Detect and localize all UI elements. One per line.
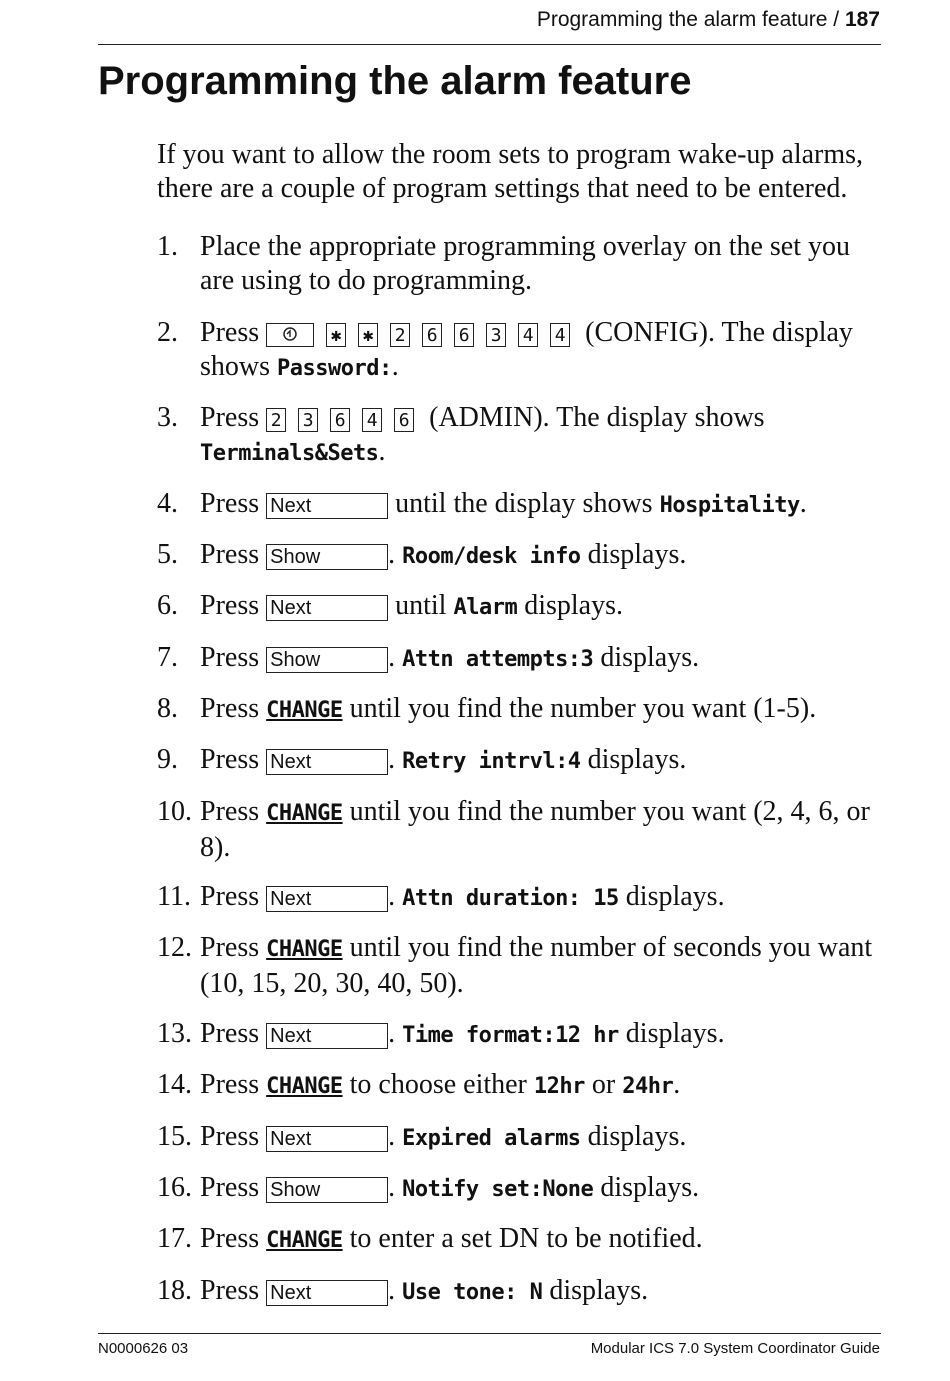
press-word: Press	[200, 796, 260, 827]
step-number: 12.	[157, 932, 192, 963]
step-8	[157, 692, 887, 728]
step-number: 7.	[157, 642, 178, 673]
step-1	[157, 230, 887, 298]
step-text: to choose either	[342, 1069, 534, 1100]
step-14	[157, 1068, 887, 1104]
press-word: Press	[200, 488, 260, 519]
press-word: Press	[200, 932, 260, 963]
step-9	[157, 743, 887, 779]
step-16	[157, 1171, 887, 1207]
step-text-end: displays.	[593, 1172, 700, 1203]
step-text-end: displays.	[593, 642, 700, 673]
step-number: 16.	[157, 1172, 192, 1203]
show-button: Show	[266, 647, 388, 673]
show-button: Show	[266, 544, 388, 570]
star-key: ✱	[326, 323, 346, 347]
display-text: Alarm	[453, 595, 518, 620]
step-6	[157, 589, 887, 625]
press-word: Press	[200, 1275, 260, 1306]
step-11	[157, 880, 887, 916]
next-button: Next	[266, 886, 388, 912]
dial-key: 4	[362, 408, 382, 432]
step-text: (ADMIN). The display shows	[429, 402, 765, 433]
step-18	[157, 1274, 887, 1310]
step-text: to enter a set DN to be notified.	[342, 1223, 703, 1254]
step-text-end: .	[799, 488, 807, 519]
step-number: 8.	[157, 693, 178, 724]
step-number: 2.	[157, 317, 178, 348]
display-text: Time format:12 hr	[402, 1023, 619, 1048]
step-text-end: displays.	[618, 1018, 725, 1049]
step-number: 14.	[157, 1069, 192, 1100]
press-word: Press	[200, 1121, 260, 1152]
display-text: 12hr	[533, 1074, 585, 1099]
change-softkey: CHANGE	[266, 801, 343, 826]
step-text: until you find the number you want (2, 4, 6, or 8).	[200, 796, 870, 863]
step-17	[157, 1222, 887, 1258]
step-text: .	[388, 1018, 403, 1049]
step-3	[157, 401, 887, 471]
step-number: 9.	[157, 744, 178, 775]
step-text: until the display shows	[388, 488, 660, 519]
step-7	[157, 641, 887, 677]
press-word: Press	[200, 590, 260, 621]
display-text: Retry intrvl:4	[402, 749, 581, 774]
press-word: Press	[200, 1069, 260, 1100]
step-number: 10.	[157, 796, 192, 827]
step-text-end: .	[673, 1069, 681, 1100]
step-number: 11.	[157, 881, 191, 912]
page-title: Programming the alarm feature	[98, 59, 692, 103]
step-number: 3.	[157, 402, 178, 433]
dial-key: 6	[454, 323, 474, 347]
step-text: .	[388, 1275, 403, 1306]
step-text-end: .	[378, 436, 386, 467]
step-number: 1.	[157, 231, 178, 262]
display-text: Attn attempts:3	[402, 647, 594, 672]
display-text: Use tone: N	[402, 1280, 543, 1305]
press-word: Press	[200, 1172, 260, 1203]
dial-key: 6	[394, 408, 414, 432]
step-text-end: displays.	[542, 1275, 649, 1306]
step-text: Place the appropriate programming overlay on the set you are using to do programming.	[200, 231, 851, 296]
step-text-end: .	[391, 351, 399, 382]
star-key: ✱	[358, 323, 378, 347]
step-10	[157, 795, 887, 865]
step-text: until	[388, 590, 454, 621]
step-number: 15.	[157, 1121, 192, 1152]
change-softkey: CHANGE	[266, 1228, 343, 1253]
display-text: Attn duration: 15	[402, 886, 619, 911]
running-header	[537, 8, 880, 32]
display-text: Room/desk info	[402, 544, 581, 569]
feature-key-icon	[266, 323, 314, 347]
dial-key: 3	[486, 323, 506, 347]
press-word: Press	[200, 881, 260, 912]
next-button: Next	[266, 493, 388, 519]
step-number: 17.	[157, 1223, 192, 1254]
step-2	[157, 316, 887, 386]
step-text: .	[388, 642, 403, 673]
step-text: .	[388, 881, 403, 912]
change-softkey: CHANGE	[266, 1074, 343, 1099]
footer-rule	[98, 1333, 881, 1334]
step-text-end: displays.	[580, 539, 687, 570]
press-word: Press	[200, 1018, 260, 1049]
next-button: Next	[266, 1280, 388, 1306]
next-button: Next	[266, 749, 388, 775]
step-number: 5.	[157, 539, 178, 570]
press-word: Press	[200, 744, 260, 775]
step-text-end: displays.	[580, 744, 687, 775]
step-13	[157, 1017, 887, 1053]
show-button: Show	[266, 1177, 388, 1203]
display-text: Expired alarms	[402, 1126, 581, 1151]
intro-paragraph: If you want to allow the room sets to program wake-up alarms, there are a couple of program settings that need to be entered.	[157, 139, 864, 204]
step-number: 6.	[157, 590, 178, 621]
next-button: Next	[266, 1126, 388, 1152]
step-text-end: displays.	[580, 1121, 687, 1152]
change-softkey: CHANGE	[266, 937, 343, 962]
dial-key: 4	[550, 323, 570, 347]
header-rule	[98, 44, 881, 45]
page-number: 187	[844, 8, 880, 31]
step-text: until you find the number you want (1-5).	[342, 693, 817, 724]
press-word: Press	[200, 693, 260, 724]
step-text-end: displays.	[517, 590, 623, 621]
dial-key: 4	[518, 323, 538, 347]
dial-key: 6	[422, 323, 442, 347]
dial-key: 3	[298, 408, 318, 432]
dial-key: 2	[390, 323, 410, 347]
display-text: Terminals&Sets	[200, 441, 379, 466]
next-button: Next	[266, 1023, 388, 1049]
step-text: .	[388, 744, 403, 775]
press-word: Press	[200, 642, 260, 673]
step-text-end: displays.	[618, 881, 725, 912]
display-text: Password:	[277, 356, 392, 381]
press-word: Press	[200, 539, 260, 570]
step-text: .	[388, 539, 403, 570]
step-12	[157, 931, 887, 1001]
step-number: 4.	[157, 488, 178, 519]
press-word: Press	[200, 317, 260, 348]
step-text: until you find the number of seconds you want (10, 15, 20, 30, 40, 50).	[200, 932, 873, 999]
step-5	[157, 538, 887, 574]
dial-key: 2	[266, 408, 286, 432]
press-word: Press	[200, 1223, 260, 1254]
running-header-title: Programming the alarm feature /	[536, 8, 845, 31]
step-text: .	[388, 1121, 403, 1152]
display-text-2: 24hr	[622, 1074, 674, 1099]
display-text: Hospitality	[659, 493, 800, 518]
footer-doc-number: N0000626 03	[98, 1340, 189, 1357]
step-number: 13.	[157, 1018, 192, 1049]
step-number: 18.	[157, 1275, 192, 1306]
footer-guide-title: Modular ICS 7.0 System Coordinator Guide	[590, 1340, 880, 1357]
press-word: Press	[200, 402, 260, 433]
step-text: (CONFIG). The display shows	[200, 317, 853, 382]
step-4	[157, 487, 887, 523]
dial-key: 6	[330, 408, 350, 432]
step-text: .	[388, 1172, 403, 1203]
step-text-mid: or	[584, 1069, 623, 1100]
display-text: Notify set:None	[402, 1177, 594, 1202]
next-button: Next	[266, 595, 388, 621]
step-15	[157, 1120, 887, 1156]
change-softkey: CHANGE	[266, 698, 343, 723]
